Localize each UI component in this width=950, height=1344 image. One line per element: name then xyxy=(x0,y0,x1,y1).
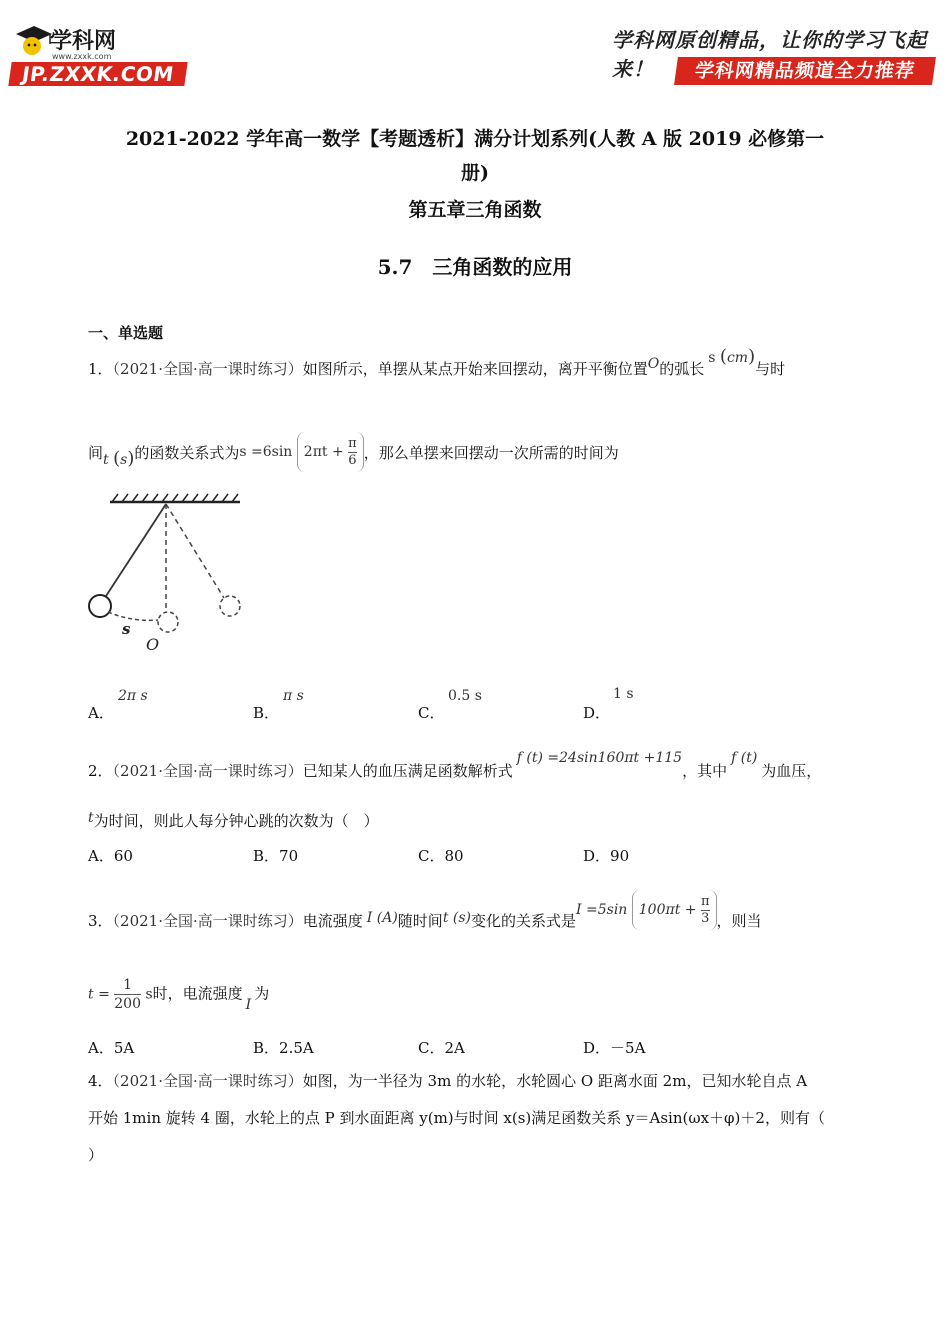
logo-text: 学科网 xyxy=(50,29,117,54)
question-text: 随时间 xyxy=(397,912,443,930)
question-text: ，其中 xyxy=(682,762,728,780)
question-text: 为时间，则此人每分钟心跳的次数为（ ） xyxy=(93,812,379,830)
question-1-line-1 xyxy=(88,346,786,379)
logo-domain: JP.ZXXK.COM xyxy=(8,62,187,86)
math-var-t: t (s) xyxy=(442,910,471,926)
figure-label-O: O xyxy=(146,635,160,654)
question-2-line-2 xyxy=(88,810,379,831)
question-source: （2021·全国·高一课时练习） xyxy=(112,912,303,930)
frac-den: 200 xyxy=(114,996,141,1012)
option-value: 2A xyxy=(444,1039,465,1057)
question-source: （2021·全国·高一课时练习） xyxy=(112,1072,303,1090)
q1-option-c[interactable] xyxy=(418,702,444,723)
title-line-1: 2021-2022 学年高一数学【考题透析】满分计划系列(人教 A 版 2019 必修第一 xyxy=(125,128,825,150)
option-letter: C． xyxy=(418,1039,445,1057)
math-formula-q3 xyxy=(576,890,716,930)
question-source: （2021·全国·高一课时练习） xyxy=(112,360,303,378)
option-letter: A． xyxy=(88,847,114,865)
q2-option-d[interactable] xyxy=(583,845,629,866)
math-var-I: I xyxy=(245,996,252,1013)
question-number: 1． xyxy=(88,360,113,378)
question-text: 与时 xyxy=(755,360,786,378)
math-formula-q2: f (t) =24sin160πt +115 xyxy=(516,750,683,766)
q3-option-d[interactable] xyxy=(583,1037,645,1058)
option-value: 5A xyxy=(113,1039,135,1057)
t-eq: t = xyxy=(88,986,110,1003)
q3-option-b[interactable] xyxy=(253,1037,314,1058)
chapter-title: 第五章三角函数 xyxy=(408,199,542,221)
math-unit-s: s xyxy=(120,452,128,468)
option-letter: C． xyxy=(418,704,445,722)
math-var-t: t xyxy=(88,810,94,826)
question-4-line-3: ） xyxy=(88,1146,104,1164)
option-letter: A． xyxy=(88,704,114,722)
question-text: 如图所示，单摆从某点开始来回摆动，离开平衡位置 xyxy=(302,360,648,378)
option-letter: B． xyxy=(253,1039,280,1057)
option-letter: A． xyxy=(88,1039,114,1057)
math-arc-length: s (cm) xyxy=(708,346,756,367)
question-source: （2021·全国·高一课时练习） xyxy=(112,762,303,780)
question-text: 变化的关系式是 xyxy=(471,912,577,930)
question-3-line-2 xyxy=(88,976,269,1013)
option-letter: D． xyxy=(583,1039,611,1057)
question-text: 时，电流强度 xyxy=(152,984,243,1003)
option-value: －5A xyxy=(610,1039,646,1057)
q2-option-b[interactable] xyxy=(253,845,298,866)
question-text: 已知某人的血压满足函数解析式 xyxy=(302,762,513,780)
option-value: 90 xyxy=(610,847,630,865)
q3-option-a[interactable] xyxy=(88,1037,134,1058)
frac-num: π xyxy=(700,893,710,909)
figure-label-s: s xyxy=(122,620,131,638)
option-letter: B． xyxy=(253,704,280,722)
question-4-line-2: 开始 1min 旋转 4 圈，水轮上的点 P 到水面距离 y(m)与时间 x(s)满足函数关系 y＝Asin(ωx＋φ)＋2，则有（ xyxy=(88,1109,825,1127)
formula-arg: 100πt + xyxy=(638,902,697,918)
formula-arg: 2πt + xyxy=(303,444,344,460)
math-formula-q1 xyxy=(239,432,363,472)
q1-option-a-value: 2π s xyxy=(118,688,148,704)
frac-num: π xyxy=(348,435,357,451)
logo-url: www.zxxk.com xyxy=(52,52,112,61)
header-slogan: 学科网原创精品，让你的学习飞起来！ xyxy=(612,28,927,81)
q1-option-d-value: 1 s xyxy=(613,686,634,702)
frac-den: 6 xyxy=(348,452,357,468)
option-value: 2.5A xyxy=(279,1039,314,1057)
question-1-line-2: 间t (s)的函数关系式为s =6sin 2πt + $\frac{\pi}{6}$ ，那么单摆来回摆动一次所需的时间为 xyxy=(88,434,619,474)
option-value: 70 xyxy=(279,847,299,865)
question-4-line-1 xyxy=(88,1070,807,1091)
section-heading: 一、单选题 xyxy=(88,324,164,342)
q1-option-b-value: π s xyxy=(283,688,304,704)
frac-den: 3 xyxy=(701,910,710,926)
question-text: 间 xyxy=(88,444,104,462)
math-var-O: O xyxy=(647,356,660,372)
question-text: 为 xyxy=(254,984,270,1003)
frac-num: 1 xyxy=(114,976,141,995)
section-title: 5.7 三角函数的应用 xyxy=(377,255,573,279)
q1-option-c-value: 0.5 s xyxy=(448,688,482,704)
title-line-2: 册) xyxy=(461,162,489,184)
math-unit-cm: cm xyxy=(726,350,749,366)
question-text: 为血压， xyxy=(761,762,822,780)
t-unit: s xyxy=(145,986,153,1003)
option-value: 60 xyxy=(113,847,133,865)
math-var-I: I (A) xyxy=(366,910,398,926)
graduation-cap-icon xyxy=(12,22,52,58)
question-text: ，则当 xyxy=(716,912,762,930)
question-text: 的函数关系式为 xyxy=(134,444,240,462)
q1-option-b[interactable] xyxy=(253,702,279,723)
question-text: ，那么单摆来回摆动一次所需的时间为 xyxy=(363,444,619,462)
option-letter: D． xyxy=(583,704,611,722)
formula-left: s =6sin xyxy=(239,444,293,460)
question-number: 3． xyxy=(88,912,113,930)
q1-option-d[interactable] xyxy=(583,702,610,723)
option-letter: C． xyxy=(418,847,445,865)
question-number: 4． xyxy=(88,1072,113,1090)
option-letter: D． xyxy=(583,847,611,865)
math-t-value xyxy=(88,976,153,1013)
math-var-t: t xyxy=(103,452,109,468)
header-banner: 学科网精品频道全力推荐 xyxy=(674,57,936,85)
math-var-f: f (t) xyxy=(731,750,758,766)
pendulum-figure xyxy=(84,492,254,662)
option-value: 80 xyxy=(444,847,464,865)
question-text: 电流强度 xyxy=(302,912,363,930)
q1-option-a[interactable] xyxy=(88,702,114,723)
q3-option-c[interactable] xyxy=(418,1037,465,1058)
question-text: 如图，为一半径为 3m 的水轮，水轮圆心 O 距离水面 2m，已知水轮自点 A xyxy=(302,1072,808,1090)
q2-option-c[interactable] xyxy=(418,845,464,866)
option-letter: B． xyxy=(253,847,280,865)
question-text: 的弧长 xyxy=(659,360,705,378)
question-number: 2． xyxy=(88,762,113,780)
question-3-line-1 xyxy=(88,893,762,942)
math-var-s: s xyxy=(708,350,716,366)
q2-option-a[interactable] xyxy=(88,845,133,866)
question-2-line-1 xyxy=(88,750,822,781)
formula-left: I =5sin xyxy=(576,902,628,918)
document-title xyxy=(90,122,860,190)
